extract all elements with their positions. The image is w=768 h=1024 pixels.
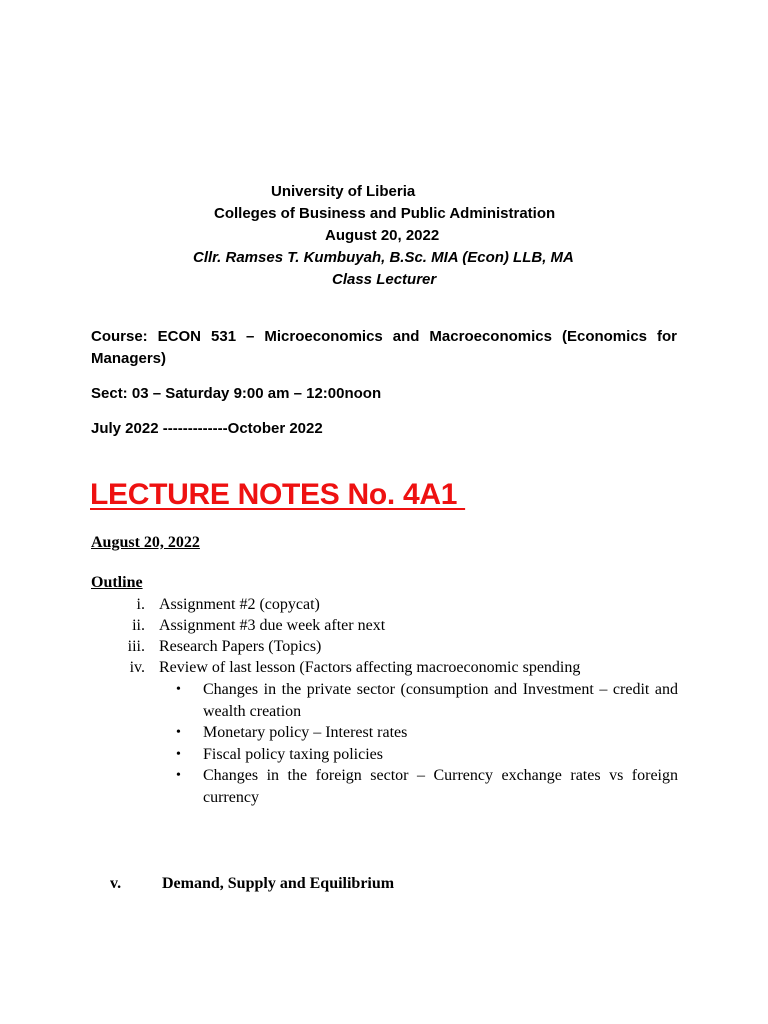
university-name: University of Liberia <box>271 183 416 200</box>
outline-item-text: Assignment #3 due week after next <box>159 617 386 634</box>
bullet-item <box>176 679 678 722</box>
lecturer-name: Cllr. Ramses T. Kumbuyah, B.Sc. MIA (Econ) LLB, MA <box>193 249 574 266</box>
bullet-item <box>176 765 678 808</box>
outline-item-text: Review of last lesson (Factors affecting macroeconomic spending <box>159 659 581 676</box>
course-section: Sect: 03 – Saturday 9:00 am – 12:00noon <box>91 385 382 402</box>
bullet-icon: • <box>176 682 181 697</box>
course-title: Course: ECON 531 – Microeconomics and Macroeconomics (Economics for Managers) <box>91 328 677 367</box>
bullet-icon: • <box>176 768 181 783</box>
outline-item-text: Research Papers (Topics) <box>159 638 322 655</box>
course-term: July 2022 -------------October 2022 <box>91 420 323 437</box>
outline-item-number: ii. <box>132 617 145 634</box>
bullet-text: Monetary policy – Interest rates <box>203 724 408 741</box>
outline-item-number: iii. <box>127 638 145 655</box>
header-date: August 20, 2022 <box>325 227 440 244</box>
sub-bullet-list <box>176 679 678 808</box>
college-name: Colleges of Business and Public Administration <box>214 205 556 222</box>
bullet-item <box>176 722 678 744</box>
bullet-icon: • <box>176 725 181 740</box>
bullet-text: Changes in the foreign sector – Currency exchange rates vs foreign currency <box>203 767 678 806</box>
lecture-title: LECTURE NOTES No. 4A1 <box>90 478 466 511</box>
outline-item-text: Assignment #2 (copycat) <box>159 596 320 613</box>
lecturer-role: Class Lecturer <box>332 271 437 288</box>
section-number: v. <box>110 875 122 892</box>
bullet-text: Fiscal policy taxing policies <box>203 745 383 763</box>
outline-item-number: i. <box>136 596 145 613</box>
lecture-date: August 20, 2022 <box>91 534 200 551</box>
bullet-item <box>176 744 678 766</box>
outline-item-number: iv. <box>129 659 145 676</box>
outline-heading: Outline <box>91 574 143 591</box>
bullet-icon: • <box>176 746 181 762</box>
bullet-text: Changes in the private sector (consumption and Investment – credit and wealth creation <box>203 681 678 720</box>
section-title: Demand, Supply and Equilibrium <box>162 875 395 892</box>
